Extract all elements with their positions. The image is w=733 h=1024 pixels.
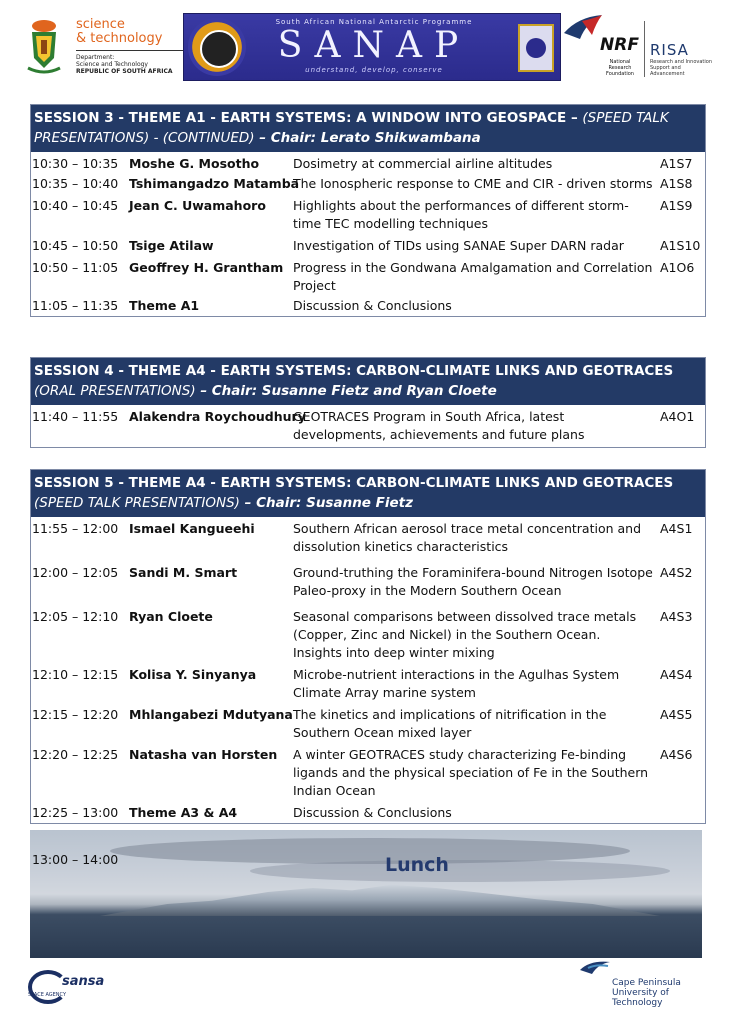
row-title: GEOTRACES Program in South Africa, latest developments, achievements and future plans (293, 409, 585, 442)
session-5-format: (SPEED TALK PRESENTATIONS) (34, 495, 240, 511)
row-speaker: Theme A3 & A4 (129, 805, 238, 820)
row-code: A4S3 (660, 609, 693, 624)
row-time: 12:10 – 12:15 (32, 667, 119, 682)
table-row (31, 297, 705, 316)
risa-sub2: Support and Advancement (650, 65, 685, 77)
row-time: 12:00 – 12:05 (32, 565, 119, 580)
island-graphic (100, 876, 660, 916)
nrf-subtitle: National Research Foundation (606, 59, 634, 77)
dst-line2: & technology (76, 31, 163, 46)
risa-sub1: Research and Innovation (650, 59, 712, 65)
header-logos (0, 0, 733, 90)
sanap-top-text: South African National Antarctic Programme (275, 18, 473, 26)
globe-icon (200, 30, 238, 68)
sansa-subtitle: SPACE AGENCY (28, 992, 67, 998)
session-3-table (30, 104, 706, 317)
session-4-table (30, 357, 706, 448)
sanap-banner (183, 13, 561, 81)
sanap-tagline: understand, develop, conserve (305, 66, 443, 74)
table-row (31, 520, 705, 556)
session-3-format: (SPEED TALK PRESENTATIONS) - (CONTINUED) (34, 110, 669, 146)
session-5-table (30, 469, 706, 824)
row-time: 10:45 – 10:50 (32, 238, 119, 253)
row-title: Discussion & Conclusions (293, 805, 452, 820)
dst-divider (76, 50, 198, 51)
session-5-chair: – Chair: Susanne Fietz (239, 495, 413, 511)
row-time: 10:35 – 10:40 (32, 176, 119, 191)
table-row (31, 237, 705, 255)
table-row (31, 804, 705, 823)
session-3-chair: – Chair: Lerato Shikwambana (254, 130, 481, 146)
row-time: 12:05 – 12:10 (32, 609, 119, 624)
row-code: A1O6 (660, 260, 695, 275)
session-4-format: (ORAL PRESENTATIONS) (34, 383, 196, 399)
row-speaker: Natasha van Horsten (129, 747, 278, 762)
dst-logo (24, 18, 184, 78)
coat-of-arms-icon (24, 18, 64, 76)
session-4-chair: – Chair: Susanne Fietz and Ryan Cloete (195, 383, 497, 399)
row-speaker: Geoffrey H. Grantham (129, 260, 284, 275)
risa-subtitle (650, 59, 712, 77)
session-5-title: SESSION 5 - THEME A4 - EARTH SYSTEMS: CARBON-CLIMATE LINKS AND GEOTRACES (34, 475, 674, 491)
table-row (31, 175, 705, 193)
row-speaker: Kolisa Y. Sinyanya (129, 667, 257, 682)
row-title: The kinetics and implications of nitrification in the Southern Ocean mixed layer (293, 707, 607, 740)
row-time: 10:40 – 10:45 (32, 198, 119, 213)
row-title: A winter GEOTRACES study characterizing Fe-binding ligands and the physical speciation of Fe in the Southern Indian Ocean (293, 747, 649, 798)
row-time: 10:30 – 10:35 (32, 156, 119, 171)
risa-name: RISA (650, 41, 689, 59)
session-5-header (31, 470, 705, 517)
nrf-swoosh-icon (562, 13, 604, 47)
table-row (31, 197, 705, 233)
row-time: 11:55 – 12:00 (32, 521, 119, 536)
table-row (31, 608, 705, 662)
row-time: 10:50 – 11:05 (32, 260, 119, 275)
row-title: Dosimetry at commercial airline altitudes (293, 156, 553, 171)
row-time: 12:15 – 12:20 (32, 707, 119, 722)
row-code: A4S2 (660, 565, 693, 580)
row-code: A4O1 (660, 409, 695, 424)
sansa-name: sansa (62, 974, 105, 989)
cput-logo (578, 958, 718, 1006)
row-code: A1S8 (660, 176, 693, 191)
session-3-title: SESSION 3 - THEME A1 - EARTH SYSTEMS: A WINDOW INTO GEOSPACE – (34, 110, 583, 126)
sansa-logo (28, 968, 128, 1004)
session-3-header (31, 105, 705, 152)
cput-bird-icon (578, 958, 612, 976)
row-title: Highlights about the performances of different storm-time TEC modelling techniques (293, 198, 629, 231)
row-speaker: Sandi M. Smart (129, 565, 238, 580)
nrf-risa-logo (562, 13, 712, 79)
row-title: Discussion & Conclusions (293, 298, 452, 313)
session-4-title: SESSION 4 - THEME A4 - EARTH SYSTEMS: CARBON-CLIMATE LINKS AND GEOTRACES (34, 363, 674, 379)
row-code: A4S1 (660, 521, 693, 536)
row-speaker: Jean C. Uwamahoro (129, 198, 266, 213)
dst-line1: science (76, 17, 125, 32)
lunch-time: 13:00 – 14:00 (32, 852, 119, 867)
nrf-divider (644, 21, 645, 77)
row-title: Seasonal comparisons between dissolved trace metals (Copper, Zinc and Nickel) in the Southern Ocean. Insights into deep winter mixing (293, 609, 637, 660)
row-title: The Ionospheric response to CME and CIR - driven storms (293, 176, 653, 191)
row-title: Progress in the Gondwana Amalgamation and Correlation Project (293, 260, 653, 293)
row-code: A1S10 (660, 238, 701, 253)
table-row (31, 155, 705, 173)
row-speaker: Tshimangadzo Matamba (129, 176, 300, 191)
row-code: A1S9 (660, 198, 693, 213)
table-row (31, 746, 705, 800)
row-title: Southern African aerosol trace metal concentration and dissolution kinetics characteristics (293, 521, 642, 554)
row-time: 12:20 – 12:25 (32, 747, 119, 762)
row-speaker: Ismael Kangueehi (129, 521, 255, 536)
lunch-banner (30, 830, 702, 958)
row-speaker: Moshe G. Mosotho (129, 156, 260, 171)
row-speaker: Alakendra Roychoudhury (129, 409, 306, 424)
cloud-graphic (250, 860, 670, 882)
row-time: 11:05 – 11:35 (32, 298, 119, 313)
dst-sub2: Science and Technology (76, 61, 148, 68)
table-row (31, 564, 705, 600)
row-speaker: Ryan Cloete (129, 609, 213, 624)
row-speaker: Mhlangabezi Mdutyana (129, 707, 293, 722)
row-code: A4S5 (660, 707, 693, 722)
row-title: Microbe-nutrient interactions in the Agulhas System Climate Array marine system (293, 667, 620, 700)
row-title: Investigation of TIDs using SANAE Super DARN radar (293, 238, 624, 253)
sanap-title: SANAP (277, 25, 471, 66)
row-speaker: Theme A1 (129, 298, 200, 313)
session-4-header (31, 358, 705, 405)
row-time: 12:25 – 13:00 (32, 805, 119, 820)
sanap-emblem-icon (518, 24, 554, 72)
dst-sub3: REPUBLIC OF SOUTH AFRICA (76, 68, 173, 75)
row-code: A1S7 (660, 156, 693, 171)
cput-line1: Cape Peninsula (612, 978, 681, 988)
row-code: A4S6 (660, 747, 693, 762)
row-title: Ground-truthing the Foraminifera-bound Nitrogen Isotope Paleo-proxy in the Modern Southern Ocean (293, 565, 653, 598)
dst-sub1: Department: (76, 54, 115, 61)
lunch-label: Lunch (385, 854, 449, 876)
table-row (31, 408, 705, 447)
nrf-name: NRF (600, 35, 639, 55)
table-row (31, 259, 705, 295)
row-speaker: Tsige Atilaw (129, 238, 214, 253)
row-time: 11:40 – 11:55 (32, 409, 119, 424)
cput-line2: University of Technology (612, 988, 669, 1008)
table-row (31, 706, 705, 742)
table-row (31, 666, 705, 702)
row-code: A4S4 (660, 667, 693, 682)
